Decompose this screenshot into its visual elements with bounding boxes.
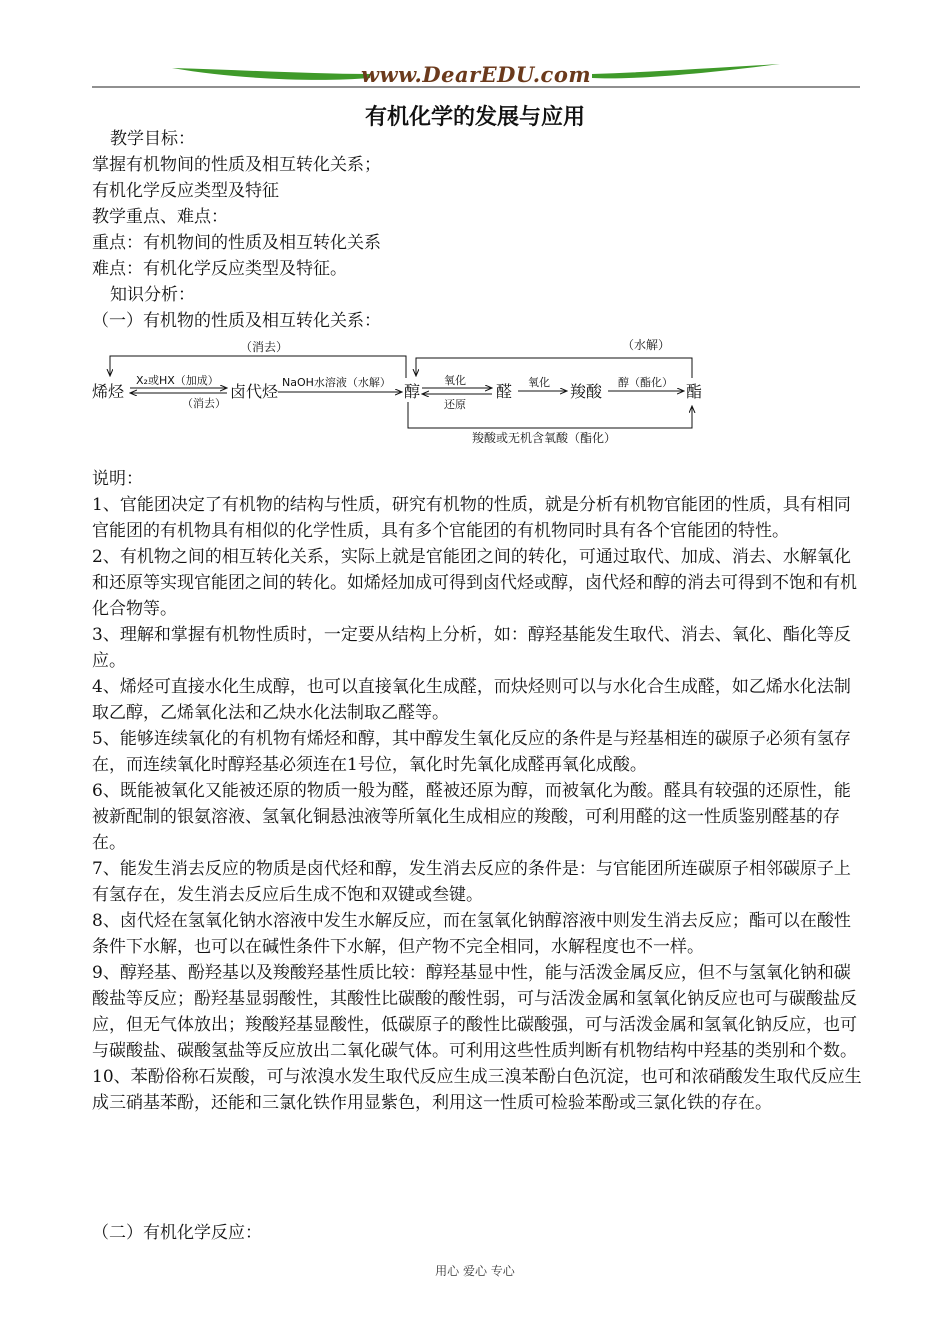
section1-heading: （一）有机物的性质及相互转化关系： [92, 311, 381, 331]
goal-heading: 教学目标： [110, 129, 195, 149]
node-acid: 羧酸 [570, 382, 603, 401]
label-elimination-back: （消去） [182, 397, 226, 410]
page-title: 有机化学的发展与应用 [364, 105, 585, 130]
label-oxidation1: 氧化 [444, 374, 466, 387]
label-top-elimination: （消去） [240, 340, 289, 354]
node-haloalkane: 卤代烃 [230, 382, 279, 401]
label-addition: X₂或HX（加成） [136, 374, 219, 387]
notes-heading: 说明： [92, 469, 143, 489]
logo-text: www.DearEDU.com [360, 62, 592, 87]
section2-heading: （二）有机化学反应： [92, 1223, 262, 1243]
note-item: 3、理解和掌握有机物性质时，一定要从结构上分析，如：醇羟基能发生取代、消去、氧化、酯化等反应。 [92, 625, 851, 671]
hard-point: 难点：有机化学反应类型及特征。 [92, 259, 347, 279]
key-point: 重点：有机物间的性质及相互转化关系 [92, 233, 381, 253]
note-item: 2、有机物之间的相互转化关系，实际上就是官能团之间的转化，可通过取代、加成、消去、水解氧化和还原等实现官能团之间的转化。如烯烃加成可得到卤代烃或醇，卤代烃和醇的消去可得到不饱和有机化合物等。 [92, 547, 857, 619]
notes-list [92, 492, 864, 1116]
note-item: 5、能够连续氧化的有机物有烯烃和醇，其中醇发生氧化反应的条件是与羟基相连的碳原子必须有氢存在，而连续氧化时醇羟基必须连在1号位，氧化时先氧化成醛再氧化成酸。 [92, 729, 851, 775]
label-bottom-esterification: 羧酸或无机含氧酸（酯化） [472, 431, 617, 445]
key-heading: 教学重点、难点： [92, 207, 228, 227]
note-item: 1、官能团决定了有机物的结构与性质，研究有机物的性质，就是分析有机物官能团的性质，具有相同官能团的有机物具有相似的化学性质，具有多个官能团的有机物同时具有各个官能团的特性。 [92, 495, 851, 541]
label-oxidation2: 氧化 [528, 376, 550, 389]
goal-2: 有机化学反应类型及特征 [92, 181, 279, 201]
note-item: 8、卤代烃在氢氧化钠水溶液中发生水解反应，而在氢氧化钠醇溶液中则发生消去反应；酯可以在酸性条件下水解，也可以在碱性条件下水解，但产物不完全相同，水解程度也不一样。 [92, 911, 851, 957]
header-banner [92, 60, 860, 90]
note-item: 10、苯酚俗称石炭酸，可与浓溴水发生取代反应生成三溴苯酚白色沉淀，也可和浓硝酸发生取代反应生成三硝基苯酚，还能和三氯化铁作用显紫色，利用这一性质可检验苯酚或三氯化铁的存在。 [92, 1067, 862, 1113]
note-item: 7、能发生消去反应的物质是卤代烃和醇，发生消去反应的条件是：与官能团所连碳原子相邻碳原子上有氢存在，发生消去反应后生成不饱和双键或叁键。 [92, 859, 851, 905]
conversion-diagram [92, 334, 712, 452]
note-item: 4、烯烃可直接水化生成醇，也可以直接氧化生成醛，而炔烃则可以与水化合生成醛，如乙烯水化法制取乙醇，乙烯氧化法和乙炔水化法制取乙醛等。 [92, 677, 851, 723]
note-item: 6、既能被氧化又能被还原的物质一般为醛，醛被还原为醇，而被氧化为酸。醛具有较强的还原性，能被新配制的银氨溶液、氢氧化铜悬浊液等所氧化生成相应的羧酸，可利用醛的这一性质鉴别醛基的存在。 [92, 781, 851, 853]
label-top-hydrolysis: （水解） [622, 338, 671, 352]
label-esterification: 醇（酯化） [618, 376, 673, 389]
goal-1: 掌握有机物间的性质及相互转化关系； [92, 155, 381, 175]
node-alkene: 烯烃 [92, 382, 125, 401]
label-reduction: 还原 [444, 398, 466, 411]
note-item: 9、醇羟基、酚羟基以及羧酸羟基性质比较：醇羟基显中性，能与活泼金属反应，但不与氢氧化钠和碳酸盐等反应；酚羟基显弱酸性，其酸性比碳酸的酸性弱，可与活泼金属和氢氧化钠反应也可与碳酸盐反应，但无气体放出；羧酸羟基显酸性，低碳原子的酸性比碳酸强，可与活泼金属和氢氧化钠反应，也可与碳酸盐、碳酸氢盐等反应放出二氧化碳气体。可利用这些性质判断有机物结构中羟基的类别和个数。 [92, 963, 857, 1061]
footer-text: 用心 爱心 专心 [435, 1264, 515, 1278]
analysis-heading: 知识分析： [110, 285, 195, 305]
node-aldehyde: 醛 [496, 382, 513, 401]
node-alcohol: 醇 [404, 382, 421, 401]
node-ester: 酯 [686, 382, 703, 401]
label-naoh: NaOH水溶液（水解） [282, 376, 391, 389]
